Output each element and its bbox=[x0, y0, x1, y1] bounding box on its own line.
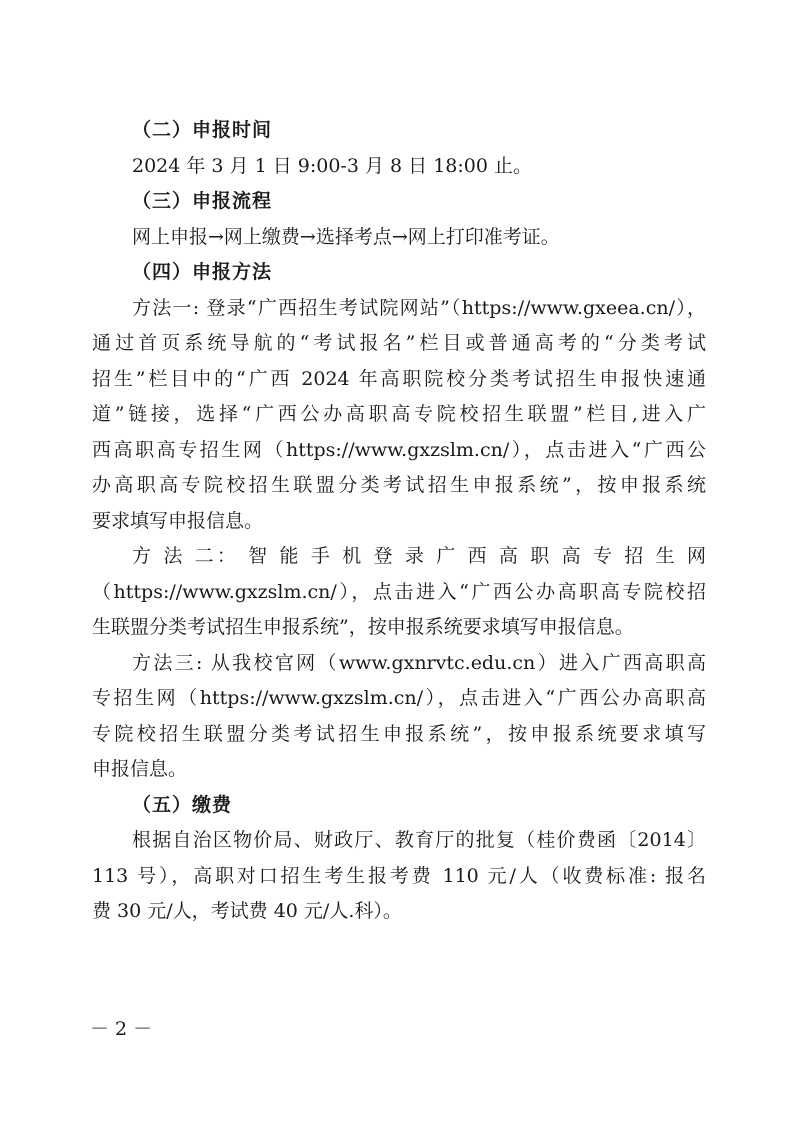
method1-line: 通过首页系统导航的“考试报名”栏目或普通高考的“分类考试 bbox=[92, 332, 706, 354]
method3-line: 专招生网（https://www.gxzslm.cn/），点击进入“广西公办高职高 bbox=[92, 687, 706, 709]
method2-line: 方 法 二： 智 能 手 机 登 录 广 西 高 职 高 专 招 生 网 bbox=[132, 545, 706, 567]
method3-line: 申报信息。 bbox=[92, 758, 188, 780]
method1-line: 西高职高专招生网（https://www.gxzslm.cn/），点击进入“广西公 bbox=[92, 439, 706, 461]
method1-line: 要求填写申报信息。 bbox=[92, 510, 264, 532]
method2-line: （https://www.gxzslm.cn/），点击进入“广西公办高职高专院校招 bbox=[92, 581, 706, 603]
method1-line: 办高职高专院校招生联盟分类考试招生申报系统”，按申报系统 bbox=[92, 474, 706, 496]
method3-line: 方法三: 从我校官网（www.gxnrvtc.edu.cn）进入广西高职高 bbox=[132, 652, 706, 674]
apply-flow-text: 网上申报→网上缴费→选择考点→网上打印准考证。 bbox=[132, 226, 560, 248]
heading-apply-flow: （三）申报流程 bbox=[132, 190, 273, 212]
fee-line: 费 30 元/人，考试费 40 元/人.科）。 bbox=[92, 900, 402, 922]
method3-line: 专院校招生联盟分类考试招生申报系统”，按申报系统要求填写 bbox=[92, 723, 706, 745]
heading-apply-method: （四）申报方法 bbox=[132, 261, 273, 283]
fee-line: 根据自治区物价局、财政厅、教育厅的批复（桂价费函〔2014〕 bbox=[132, 829, 706, 851]
method1-line: 道”链接，选择“广西公办高职高专院校招生联盟”栏目,进入广 bbox=[92, 403, 706, 425]
page-number: － 2 － bbox=[90, 1018, 153, 1040]
heading-apply-time: （二）申报时间 bbox=[132, 119, 273, 141]
fee-line: 113 号），高职对口招生考生报考费 110 元/人（收费标准: 报名 bbox=[92, 865, 706, 887]
apply-time-text: 2024 年 3 月 1 日 9:00-3 月 8 日 18:00 止。 bbox=[132, 155, 532, 177]
heading-fee: （五）缴费 bbox=[132, 794, 233, 816]
method1-line: 招生”栏目中的“广西 2024 年高职院校分类考试招生申报快速通 bbox=[92, 368, 706, 390]
method1-line: 方法一: 登录“广西招生考试院网站”（https://www.gxeea.cn/）， bbox=[132, 297, 706, 319]
method2-line: 生联盟分类考试招生申报系统”，按申报系统要求填写申报信息。 bbox=[92, 616, 634, 638]
